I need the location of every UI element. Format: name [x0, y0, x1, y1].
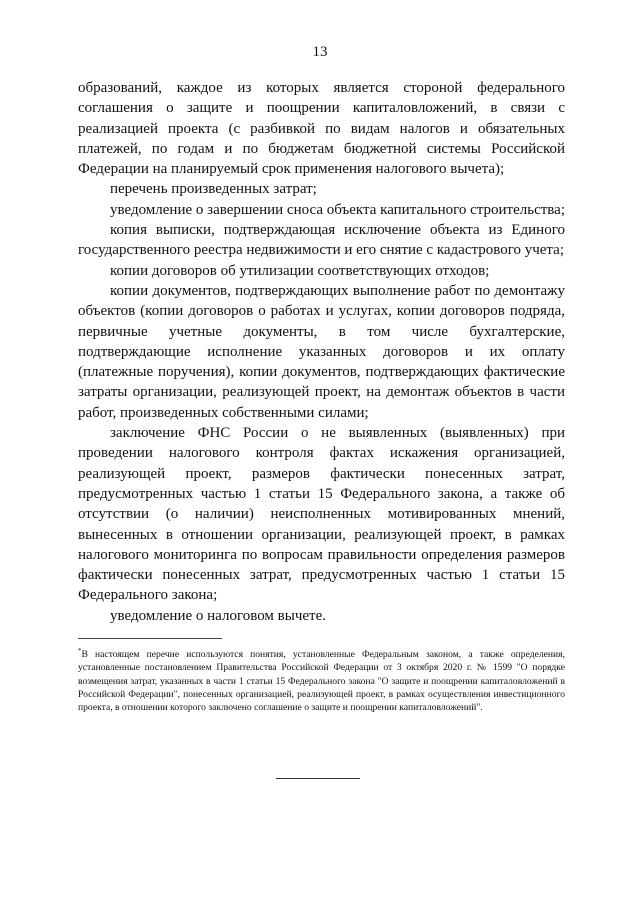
paragraph-dismantling-documents: копии документов, подтверждающих выполнение работ по демонтажу объектов (копии договоров о работах и услугах, копии договоров подряда, первичные учетные документы, в том числе бухгалтерские, подтверждающие исполнение указанных договоров и их оплату (платежные поручения), копии документов, подтверждающих фактические затраты организации, реализующей проект, на демонтаж объектов в части работ, произведенных собственными силами; — [78, 282, 565, 421]
paragraph-tax-deduction-notice: уведомление о налоговом вычете. — [110, 607, 326, 624]
paragraph-waste-contracts: копии договоров об утилизации соответствующих отходов; — [110, 262, 490, 279]
footnote-marker: * — [78, 647, 82, 655]
paragraph-demolition-notice: уведомление о завершении сноса объекта капитального строительства; — [110, 201, 566, 218]
footnote-separator — [78, 638, 222, 639]
paragraph-fns-conclusion: заключение ФНС России о не выявленных (выявленных) при проведении налогового контроля фактах искажения организацией, реализующей проект, размеров фактически понесенных затрат, предусмотренных частью 1 статьи 15 Федерального закона, а также об отсутствии (о наличии) неисполненных мотивированных мнений, вынесенных в отношении организации, реализующей проект, в рамках налогового мониторинга по вопросам правильности определения размеров фактически понесенных затрат, предусмотренных частью 1 статьи 15 Федерального закона; — [78, 425, 565, 604]
footnote — [78, 645, 565, 715]
footnote-text: В настоящем перечне используются понятия, установленные Федеральным законом, а также определения, установленные постановлением Правительства Российской Федерации от 3 октября 2020 г. № 1599 "О порядке возмещения затрат, указанных в части 1 статьи 15 Федерального закона "О защите и поощрении капиталовложений в Российской Федерации", понесенных организацией, реализующей проект, в рамках осуществления инвестиционного проекта, в отношении которого заключено соглашение о защите и поощрении капиталовложений". — [78, 649, 565, 714]
page-number: 13 — [312, 44, 328, 60]
paragraph-costs-list: перечень произведенных затрат; — [110, 181, 317, 198]
end-of-document-line — [276, 778, 360, 779]
paragraph-registry-extract: копия выписки, подтверждающая исключение объекта из Единого государственного реестра недвижимости и его снятие с кадастрового учета; — [78, 222, 565, 259]
document-body — [78, 78, 565, 626]
paragraph-continuation: образований, каждое из которых является стороной федерального соглашения о защите и поощрении капиталовложений, в связи с реализацией проекта (с разбивкой по видам налогов и обязательных платежей, по годам и по бюджетам бюджетной системы Российской Федерации на планируемый срок применения налогового вычета); — [78, 80, 565, 178]
